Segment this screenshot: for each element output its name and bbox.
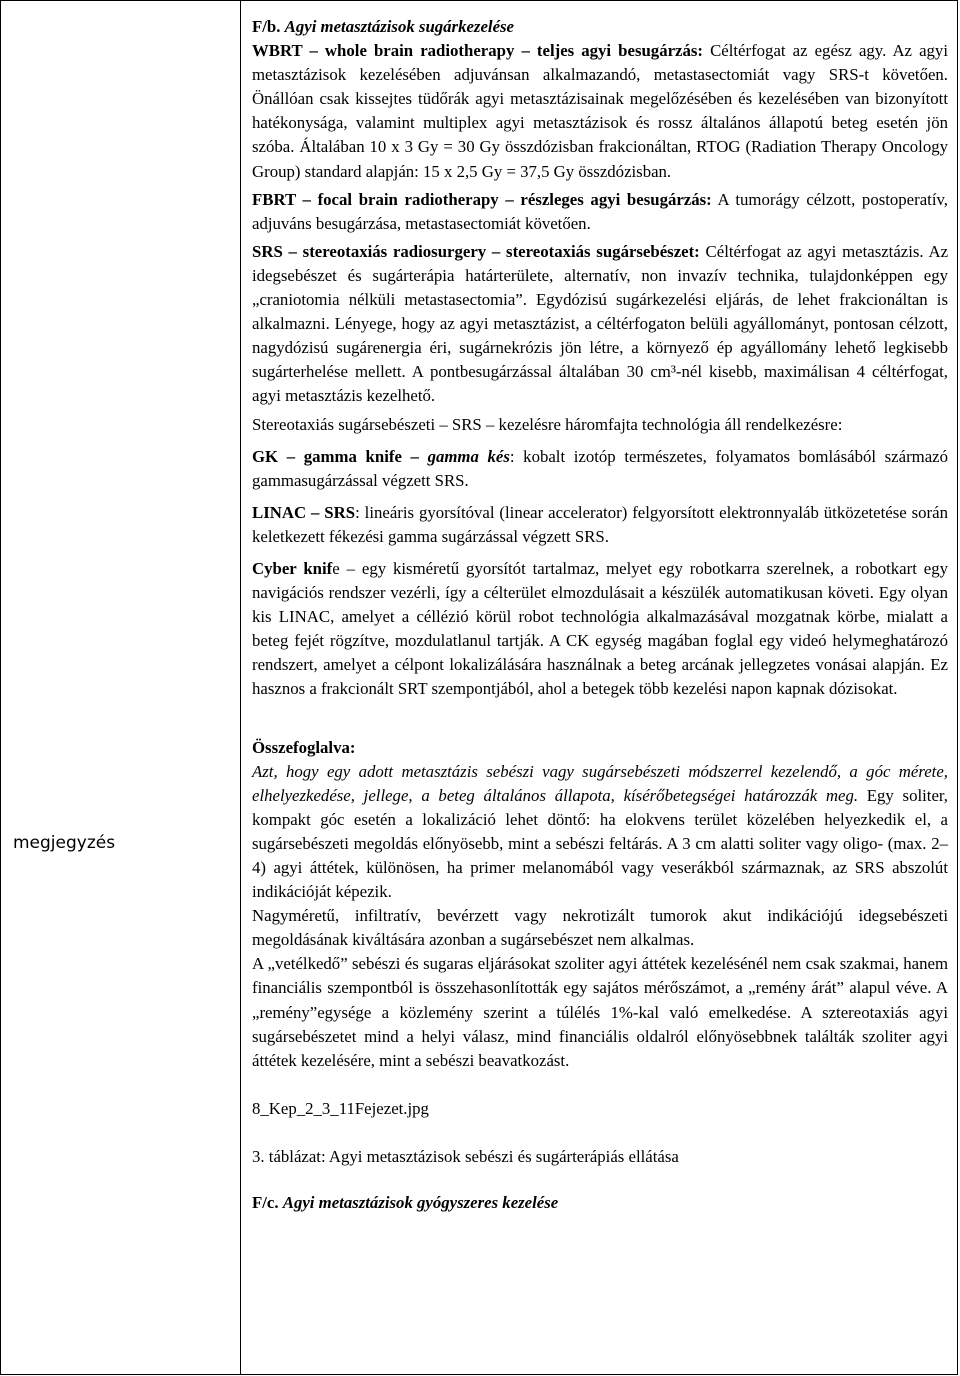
summary-text: Egy soliter, kompakt góc esetén a lokalizáció lehet döntő: ha elokvens terület közelében helyezkedik el, a sugársebészeti megoldás előnyösebb, mint a sebészi feltárás. A 3 cm alatti soliter vagy oligo- (max. 2–4) agyi áttétek, különösen, ha primer melanomából vagy veserákból származnak, az SRS abszolút indikációját képezik. (252, 785, 948, 902)
content-body (252, 15, 948, 1215)
section-b-prefix: F/b. (252, 17, 281, 36)
section-b-title: Agyi metasztázisok sugárkezelése (284, 17, 514, 36)
linac-term: LINAC – SRS (252, 502, 356, 522)
gk-italic: gamma kés (427, 446, 510, 466)
section-heading-b (252, 15, 948, 39)
linac-paragraph (252, 501, 948, 549)
summary-paragraph-3: A „vetélkedő” sebészi és sugaras eljárásokat szoliter agyi áttétek kezelésénél nem csak szakmai, hanem financiális szempontból is összehasonlították egy sajátos mérőszámot, a „remény árát” alapul véve. A „remény”egysége a közlemény szerint a túlélés 1%-kal való emelkedése. A sztereotaxiás agyi sugársebészetet mind a helyi válasz, mind financiális oldalról előnyösebbnek találták szoliter agyi áttétek kezelésére, mint a sebészi beavatkozást. (252, 954, 948, 1070)
image-filename: 8_Kep_2_3_11Fejezet.jpg (252, 1098, 429, 1118)
summary-paragraph-2: Nagyméretű, infiltratív, bevérzett vagy nekrotizált tumorok akut indikációjú idegsebészeti megoldásának kiváltására azonban a sugársebészet nem alkalmas. (252, 906, 948, 950)
gk-paragraph (252, 445, 948, 493)
cyber-paragraph (252, 557, 948, 702)
gk-text: : kobalt izotóp természetes, folyamatos bomlásából származó gammasugárzással végzett SRS. (252, 446, 948, 490)
fbrt-paragraph (252, 188, 948, 236)
fbrt-term: FBRT – focal brain radiotherapy – részleges agyi besugárzás: (252, 189, 712, 209)
section-heading-c (252, 1191, 948, 1215)
srs-paragraph (252, 240, 948, 409)
section-c-prefix: F/c. (252, 1193, 279, 1213)
wbrt-term: WBRT – whole brain radiotherapy – teljes agyi besugárzás: (252, 41, 703, 61)
cyber-term-end: e (332, 558, 340, 578)
srs-intro: Stereotaxiás sugársebészeti – SRS – kezelésre háromfajta technológia áll rendelkezésre: (252, 414, 843, 434)
summary-heading: Összefoglalva: (252, 737, 356, 757)
content-cell (241, 1, 958, 1375)
linac-text: : lineáris gyorsítóval (linear accelerator) felgyorsított elektronnyaláb ütközetetése során keletkezett fékezési gamma sugárzással végzett SRS. (252, 502, 948, 546)
wbrt-text: Céltérfogat az egész agy. Az agyi metasztázisok kezelésében adjuvánsan alkalmazandó, metastasectomiát vagy SRS-t követően. Önállóan csak kissejtes tüdőrák agyi metasztázisainak megelőzésében és kezelésében van bizonyított hatékonysága, valamint multiplex agyi metasztázisok és rossz általános állapotú beteg esetén jön szóba. Általában 10 x 3 Gy = 30 Gy összdózisban frakcionáltan, RTOG (Radiation Therapy Oncology Group) standard alapján: 15 x 2,5 Gy = 37,5 Gy összdózisban. (252, 41, 948, 181)
cyber-term: Cyber knif (252, 558, 333, 578)
gk-term: GK – gamma knife – (252, 446, 419, 466)
fbrt-text: A tumorágy célzott, postoperatív, adjuváns besugárzása, metastasectomiát követően. (252, 189, 948, 233)
table-caption: 3. táblázat: Agyi metasztázisok sebészi és sugárterápiás ellátása (252, 1146, 679, 1166)
cyber-text: – egy kisméretű gyorsítót tartalmaz, melyet egy robotkarra szerelnek, a robotkart egy navigációs rendszer vezérli, így a célterület elmozdulásait a készülék automatikusan követi. Egy olyan kis LINAC, amelyet a céllézió körül robot technológia alkalmazásával mozgatnak körbe, mialatt a beteg fejét rögzítve, mozdulatlanul tartják. A CK egység magában foglal egy videó helymeghatározó rendszert, amelyet a célpont lokalizálására használnak a beteg arcának jellegzetes vonásai alapján. Ez hasznos a frakcionált SRT szempontjából, ahol a betegek több kezelési napon kapnak dózisokat. (252, 558, 948, 699)
wbrt-paragraph (252, 39, 948, 184)
summary-paragraph (252, 760, 948, 905)
label-cell (1, 1, 241, 1375)
row-label: megjegyzés (13, 833, 116, 853)
section-c-title: Agyi metasztázisok gyógyszeres kezelése (282, 1193, 559, 1213)
summary-italic: Azt, hogy egy adott metasztázis sebészi vagy sugársebészeti módszerrel kezelendő, a góc mérete, elhelyezkedése, jellege, a beteg általános állapota, kísérőbetegségei határozzák meg. (252, 761, 948, 805)
srs-text: Céltérfogat az agyi metasztázis. Az idegsebészet és sugárterápia határterülete, alternatív, non invazív technika, tulajdonképpen egy „craniotomia nélküli metastasectomia”. Egydózisú sugárkezelési eljárás, de lehet frakcionáltan is alkalmazni. Lényege, hogy az agyi metasztázist, a céltérfogaton belüli agyállományt, pontosan célzott, nagydózisú sugárenergia éri, sugárnekrózis jön létre, a környező ép agyállomány lehető legkisebb sugárterhelése mellett. A pontbesugárzással általában 30 cm³-nél kisebb, maximálisan 4 céltérfogat, agyi metasztázis kezelhető. (252, 241, 949, 406)
srs-term: SRS – stereotaxiás radiosurgery – stereotaxiás sugársebészet: (252, 241, 700, 261)
